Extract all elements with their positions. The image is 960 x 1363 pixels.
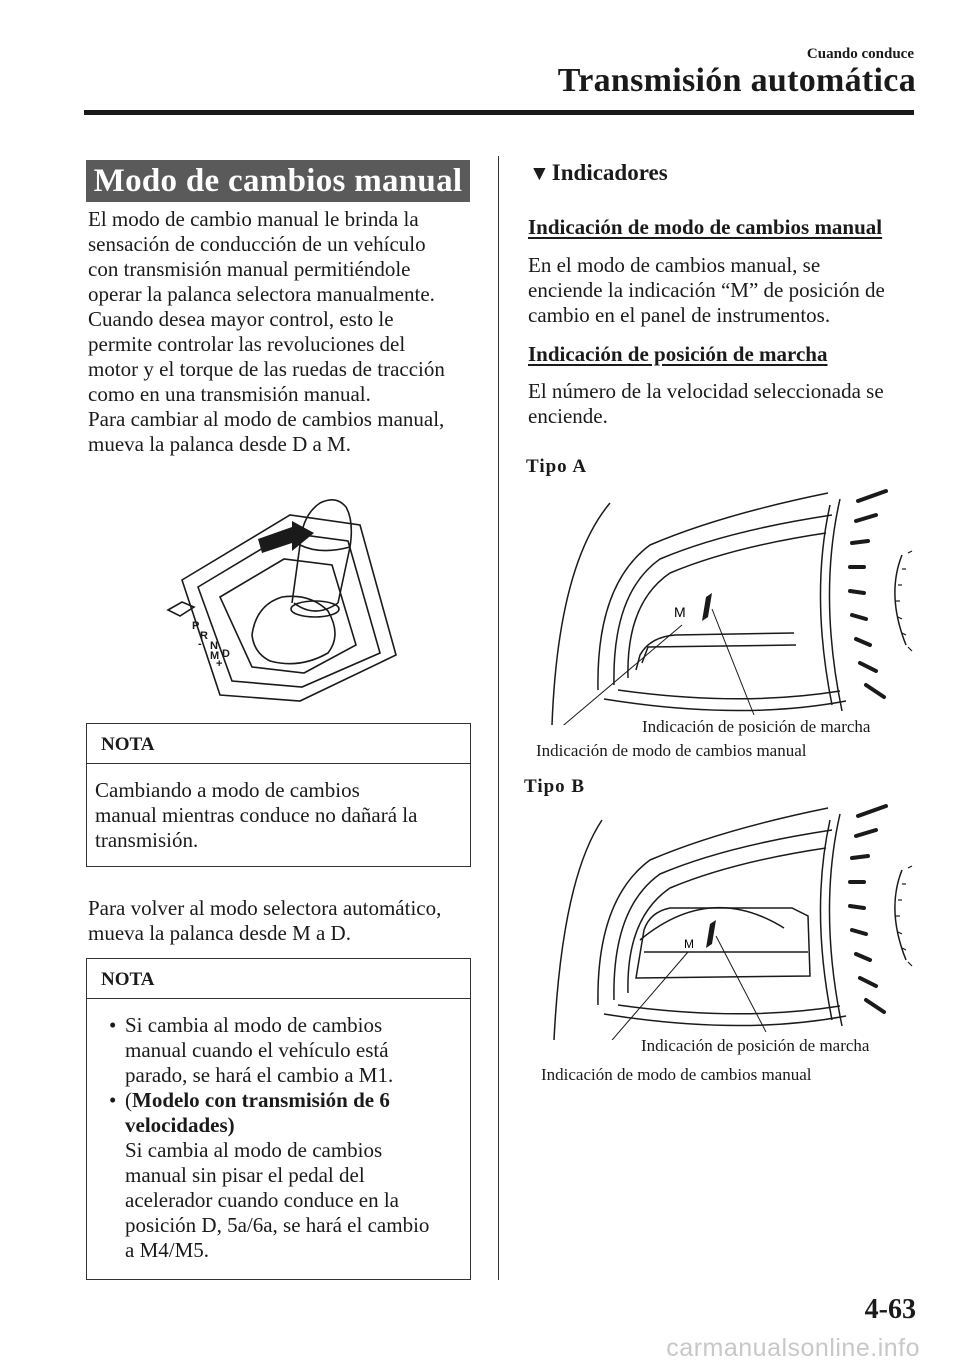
text-line: enciende.: [528, 404, 608, 428]
shifter-label-p: P: [192, 620, 200, 632]
text-line: Para volver al modo selectora automático,: [88, 896, 442, 920]
shifter-label-d: D: [222, 648, 230, 660]
header-rule: [84, 110, 914, 115]
text-line: motor y el torque de las ruedas de tracción: [88, 357, 445, 381]
page-number: 4-63: [864, 1294, 916, 1325]
manual-mode-letter: M: [674, 604, 686, 620]
nota-title: NOTA: [87, 959, 470, 999]
text-line: Para cambiar al modo de cambios manual,: [88, 407, 445, 431]
text-line: posición D, 5a/6a, se hará el cambio: [125, 1213, 430, 1237]
text-line: transmisión.: [95, 828, 199, 852]
text-line: parado, se hará el cambio a M1.: [125, 1063, 394, 1087]
bullet-item: [95, 1013, 462, 1088]
column-divider: [498, 156, 499, 1280]
text-line: a M4/M5.: [125, 1238, 209, 1262]
nota-body: [87, 764, 470, 853]
running-header-title: Transmisión automática: [557, 62, 916, 99]
bullet-dot: •: [109, 1013, 117, 1037]
running-header-section: Cuando conduce: [806, 46, 914, 62]
text-line: (Modelo con transmisión de 6: [125, 1088, 390, 1112]
text-line: mueva la palanca desde D a M.: [88, 432, 351, 456]
text-line: mueva la palanca desde M a D.: [88, 921, 351, 945]
text-line: En el modo de cambios manual, se: [528, 253, 821, 277]
text-line: El número de la velocidad seleccionada se: [528, 379, 884, 403]
shifter-label-r: R: [200, 630, 208, 642]
watermark: carmanualsonline.info: [666, 1334, 920, 1362]
gear-position-paragraph: [528, 379, 920, 429]
nota-title: NOTA: [87, 724, 470, 764]
subheading-gear-position: Indicación de posición de marcha: [528, 342, 828, 366]
shifter-label-n: N: [210, 640, 218, 652]
text-line: Cuando desea mayor control, esto le: [88, 307, 394, 331]
text-line: acelerador cuando conduce en la: [125, 1188, 400, 1212]
indicators-heading: ▼Indicadores: [529, 160, 668, 185]
bullet-dot: •: [109, 1088, 117, 1112]
subheading-manual-mode: Indicación de modo de cambios manual: [528, 215, 883, 239]
text-line: cambio en el panel de instrumentos.: [528, 303, 831, 327]
triangle-down-icon: ▼: [529, 161, 550, 185]
text-line: Cambiando a modo de cambios: [95, 778, 360, 802]
cluster-illustration-tipo-a: [540, 485, 920, 725]
nota-box-1: [86, 723, 471, 867]
nota-body: [87, 999, 470, 1263]
shifter-label-m: M: [210, 650, 220, 662]
tipo-a-label: Tipo A: [526, 456, 588, 477]
callout-manual-mode-a: Indicación de modo de cambios manual: [536, 741, 807, 760]
text-line: Si cambia al modo de cambios: [125, 1013, 383, 1037]
nota-box-2: [86, 958, 471, 1280]
shift-lever-illustration: [160, 485, 400, 710]
text-line: manual sin pisar el pedal del: [125, 1163, 365, 1187]
section-banner: Modo de cambios manual: [86, 160, 470, 202]
text-line: Si cambia al modo de cambios: [125, 1138, 383, 1162]
text-line: operar la palanca selectora manualmente.: [88, 282, 435, 306]
bullet-item: [95, 1088, 462, 1263]
text-line: como en una transmisión manual.: [88, 382, 371, 406]
text-line: velocidades): [125, 1113, 235, 1137]
tipo-b-label: Tipo B: [524, 776, 586, 797]
text-line: manual cuando el vehículo está: [125, 1038, 389, 1062]
callout-manual-mode-b: Indicación de modo de cambios manual: [541, 1065, 812, 1084]
cluster-illustration-tipo-b: [540, 800, 920, 1040]
manual-mode-letter: M: [684, 937, 694, 951]
text-line: enciende la indicación “M” de posición de: [528, 278, 885, 302]
shifter-label-plus: +: [216, 658, 223, 670]
text-line: manual mientras conduce no dañará la: [95, 803, 418, 827]
intro-paragraph: [88, 207, 480, 457]
callout-gear-position-b: Indicación de posición de marcha: [641, 1036, 870, 1055]
callout-gear-position-a: Indicación de posición de marcha: [642, 717, 871, 736]
manual-mode-paragraph: [528, 253, 920, 328]
text-line: sensación de conducción de un vehículo: [88, 232, 426, 256]
text-line: permite controlar las revoluciones del: [88, 332, 406, 356]
return-paragraph: [88, 896, 480, 946]
shifter-label-minus: -: [198, 638, 202, 650]
text-line: con transmisión manual permitiéndole: [88, 257, 411, 281]
text-line: El modo de cambio manual le brinda la: [88, 207, 419, 231]
